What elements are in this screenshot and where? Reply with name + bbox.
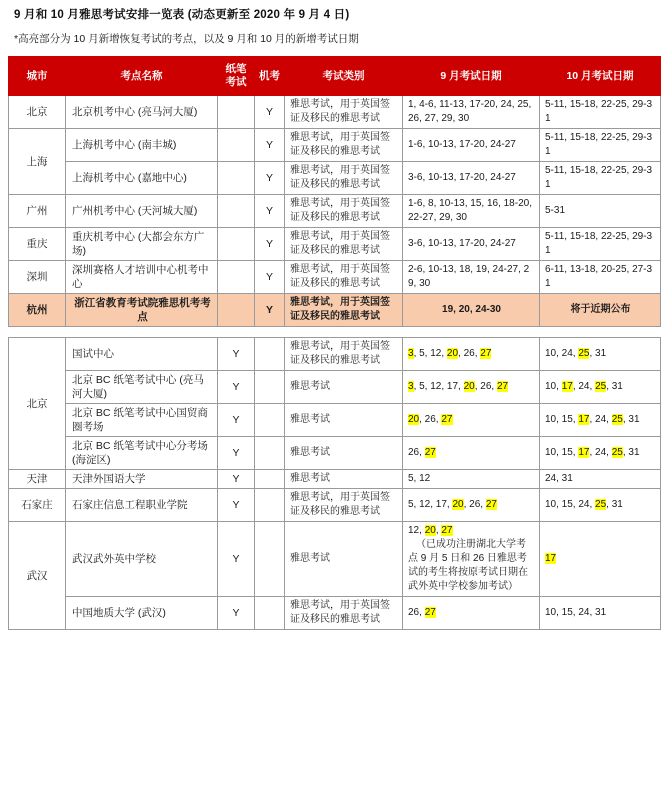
table-header-row (9, 57, 661, 96)
cell-oct-dates: 5-11, 15-18, 22-25, 29-31 (540, 228, 661, 261)
paper-table-body (9, 338, 661, 630)
date-text: , 26, (463, 499, 486, 510)
cell-oct-dates: 6-11, 13-18, 20-25, 27-31 (540, 261, 661, 294)
date-text: 10, 24, (545, 348, 579, 359)
cell-city: 北京 (9, 338, 66, 470)
col-header-venue: 考点名称 (66, 57, 218, 96)
date-text: , 26, (474, 381, 497, 392)
cell-paper-flag (218, 228, 255, 261)
col-header-computer: 机考 (255, 57, 285, 96)
highlighted-date: 25 (595, 381, 607, 392)
date-text: , 31 (606, 381, 623, 392)
date-text: , 5, 12, (413, 348, 447, 359)
date-text: 10, 15, 24, (545, 499, 596, 510)
date-text: 5, 12, 17, (408, 499, 453, 510)
cell-oct-dates (540, 404, 661, 437)
cell-sep-dates (403, 489, 540, 522)
highlighted-date: 27 (496, 381, 509, 392)
cell-oct-dates (540, 489, 661, 522)
cell-oct-dates: 5-31 (540, 195, 661, 228)
highlighted-date: 25 (611, 447, 623, 458)
cell-exam-type: 雅思考试 (285, 470, 403, 489)
highlighted-date: 3 (408, 381, 414, 392)
cell-city: 杭州 (9, 294, 66, 327)
cell-computer-flag (255, 338, 285, 371)
cell-exam-type: 雅思考试，用于英国签证及移民的雅思考试 (285, 489, 403, 522)
cell-exam-type: 雅思考试，用于英国签证及移民的雅思考试 (285, 261, 403, 294)
cell-exam-type: 雅思考试，用于英国签证及移民的雅思考试 (285, 162, 403, 195)
cell-city: 北京 (9, 96, 66, 129)
highlighted-date: 25 (595, 499, 607, 510)
cell-venue: 广州机考中心 (天河城大厦) (66, 195, 218, 228)
cell-sep-dates: 19, 20, 24-30 (403, 294, 540, 327)
cell-sep-dates (403, 338, 540, 371)
cell-paper-flag: Y (218, 597, 255, 630)
highlighted-date: 25 (578, 348, 590, 359)
computer-table-body (9, 96, 661, 327)
cell-venue: 北京 BC 纸笔考试中心 (亮马河大厦) (66, 371, 218, 404)
date-text: 26, (408, 607, 425, 618)
col-header-paper: 纸笔考试 (218, 57, 255, 96)
cell-sep-dates (403, 371, 540, 404)
cell-sep-dates (403, 437, 540, 470)
table-row (9, 195, 661, 228)
cell-paper-flag: Y (218, 470, 255, 489)
highlighted-date: 27 (441, 414, 453, 425)
date-text: , 31 (622, 414, 640, 425)
cell-venue: 重庆机考中心 (大都会东方广场) (66, 228, 218, 261)
cell-computer-flag (255, 470, 285, 489)
cell-oct-dates (540, 338, 661, 371)
cell-computer-flag: Y (255, 195, 285, 228)
cell-paper-flag (218, 195, 255, 228)
cell-sep-dates: 1-6, 10-13, 17-20, 24-27 (403, 129, 540, 162)
cell-exam-type: 雅思考试 (285, 522, 403, 597)
cell-paper-flag: Y (218, 404, 255, 437)
table-row (9, 489, 661, 522)
highlighted-date: 3 (408, 348, 414, 359)
cell-oct-dates (540, 437, 661, 470)
highlighted-date: 20 (446, 348, 459, 359)
highlighted-date: 27 (485, 499, 497, 510)
highlighted-date: 17 (561, 381, 573, 392)
cell-computer-flag: Y (255, 294, 285, 327)
highlighted-date: 27 (424, 447, 436, 458)
cell-city: 天津 (9, 470, 66, 489)
cell-oct-dates: 5-11, 15-18, 22-25, 29-31 (540, 129, 661, 162)
page-title: 9 月和 10 月雅思考试安排一览表 (动态更新至 2020 年 9 月 4 日) (14, 9, 350, 21)
cell-computer-flag: Y (255, 228, 285, 261)
cell-oct-dates (540, 522, 661, 597)
cell-paper-flag (218, 129, 255, 162)
cell-sep-dates: 2-6, 10-13, 18, 19, 24-27, 29, 30 (403, 261, 540, 294)
highlighted-date: 17 (545, 553, 557, 564)
date-text: , 5, 12, 17, (413, 381, 464, 392)
highlighted-date: 20 (452, 499, 464, 510)
cell-venue: 北京 BC 纸笔考试中心国贸商圈考场 (66, 404, 218, 437)
cell-exam-type: 雅思考试 (285, 371, 403, 404)
cell-computer-flag (255, 489, 285, 522)
table-row (9, 404, 661, 437)
table-row (9, 470, 661, 489)
table-row (9, 294, 661, 327)
date-text: 26, (408, 447, 425, 458)
cell-sep-dates (403, 597, 540, 630)
cell-city: 深圳 (9, 261, 66, 294)
cell-venue: 国试中心 (66, 338, 218, 371)
highlighted-date: 27 (480, 348, 492, 359)
date-text: , 31 (622, 447, 640, 458)
date-text: , 26, (419, 414, 442, 425)
computer-based-test-table (8, 56, 661, 327)
date-text: , 31 (606, 499, 623, 510)
cell-paper-flag: Y (218, 338, 255, 371)
date-text: , (435, 525, 442, 536)
highlighted-date: 20 (463, 381, 475, 392)
col-header-type: 考试类别 (285, 57, 403, 96)
table-row (9, 228, 661, 261)
date-text: 5, 12 (408, 473, 431, 484)
cell-sep-dates: 1, 4-6, 11-13, 17-20, 24, 25, 26, 27, 29, 30 (403, 96, 540, 129)
cell-computer-flag: Y (255, 129, 285, 162)
date-text: , 26, (458, 348, 481, 359)
table-row (9, 162, 661, 195)
cell-exam-type: 雅思考试，用于英国签证及移民的雅思考试 (285, 195, 403, 228)
col-header-city: 城市 (9, 57, 66, 96)
cell-oct-dates (540, 470, 661, 489)
cell-paper-flag (218, 96, 255, 129)
cell-city: 广州 (9, 195, 66, 228)
table-row (9, 371, 661, 404)
cell-paper-flag: Y (218, 489, 255, 522)
cell-computer-flag: Y (255, 162, 285, 195)
date-text: , 24, (572, 381, 596, 392)
cell-sep-dates: 1-6, 8, 10-13, 15, 16, 18-20, 22-27, 29, 30 (403, 195, 540, 228)
cell-computer-flag (255, 597, 285, 630)
cell-exam-type: 雅思考试，用于英国签证及移民的雅思考试 (285, 338, 403, 371)
highlighted-date: 17 (578, 447, 590, 458)
cell-exam-type: 雅思考试，用于英国签证及移民的雅思考试 (285, 597, 403, 630)
table-row (9, 597, 661, 630)
cell-sep-dates: 3-6, 10-13, 17-20, 24-27 (403, 162, 540, 195)
cell-venue: 深圳赛格人才培训中心机考中心 (66, 261, 218, 294)
table-row (9, 261, 661, 294)
table-row (9, 522, 661, 597)
cell-sep-dates: 3-6, 10-13, 17-20, 24-27 (403, 228, 540, 261)
cell-venue: 石家庄信息工程职业学院 (66, 489, 218, 522)
date-text: 10, 15, (545, 447, 579, 458)
cell-paper-flag (218, 294, 255, 327)
date-text: 24, 31 (545, 473, 573, 484)
cell-venue: 武汉武外英中学校 (66, 522, 218, 597)
cell-oct-dates: 5-11, 15-18, 22-25, 29-31 (540, 96, 661, 129)
cell-sep-dates (403, 522, 540, 597)
cell-sep-dates (403, 404, 540, 437)
table-row (9, 437, 661, 470)
cell-exam-type: 雅思考试，用于英国签证及移民的雅思考试 (285, 228, 403, 261)
page-note: *高亮部分为 10 月新增恢复考试的考点，以及 9 月和 10 月的新增考试日期 (14, 33, 359, 45)
cell-exam-type: 雅思考试，用于英国签证及移民的雅思考试 (285, 96, 403, 129)
table-row (9, 129, 661, 162)
date-text: 10, (545, 381, 562, 392)
cell-paper-flag (218, 162, 255, 195)
cell-venue: 上海机考中心 (嘉地中心) (66, 162, 218, 195)
cell-oct-dates (540, 597, 661, 630)
cell-computer-flag: Y (255, 96, 285, 129)
table-row (9, 338, 661, 371)
highlighted-date: 17 (578, 414, 590, 425)
table-row (9, 96, 661, 129)
date-text: 12, (408, 525, 425, 536)
cell-exam-type: 雅思考试 (285, 437, 403, 470)
date-text: , 24, (589, 447, 612, 458)
cell-venue: 浙江省教育考试院雅思机考考点 (66, 294, 218, 327)
cell-exam-type: 雅思考试，用于英国签证及移民的雅思考试 (285, 294, 403, 327)
date-text: 10, 15, 24, 31 (545, 607, 607, 618)
cell-venue: 北京机考中心 (亮马河大厦) (66, 96, 218, 129)
cell-oct-dates (540, 371, 661, 404)
cell-oct-dates: 5-11, 15-18, 22-25, 29-31 (540, 162, 661, 195)
cell-computer-flag (255, 437, 285, 470)
cell-city: 上海 (9, 129, 66, 195)
cell-venue: 北京 BC 纸笔考试中心分考场 (海淀区) (66, 437, 218, 470)
cell-venue: 上海机考中心 (南丰城) (66, 129, 218, 162)
date-note: （已成功注册湖北大学考点 9 月 5 日和 26 日雅思考试的考生将按原考试日期在武外英中学校参加考试） (408, 539, 528, 592)
cell-paper-flag: Y (218, 437, 255, 470)
date-text: , 31 (589, 348, 607, 359)
highlighted-date: 27 (424, 607, 436, 618)
date-text: 10, 15, (545, 414, 579, 425)
date-text: , 24, (589, 414, 612, 425)
cell-paper-flag: Y (218, 371, 255, 404)
cell-city: 重庆 (9, 228, 66, 261)
col-header-sep-dates: 9 月考试日期 (403, 57, 540, 96)
cell-city: 武汉 (9, 522, 66, 630)
cell-paper-flag: Y (218, 522, 255, 597)
cell-computer-flag (255, 371, 285, 404)
highlighted-date: 20 (408, 414, 420, 425)
highlighted-date: 25 (611, 414, 623, 425)
cell-computer-flag (255, 522, 285, 597)
cell-computer-flag: Y (255, 261, 285, 294)
cell-exam-type: 雅思考试 (285, 404, 403, 437)
cell-exam-type: 雅思考试，用于英国签证及移民的雅思考试 (285, 129, 403, 162)
cell-paper-flag (218, 261, 255, 294)
col-header-oct-dates: 10 月考试日期 (540, 57, 661, 96)
cell-computer-flag (255, 404, 285, 437)
cell-venue: 天津外国语大学 (66, 470, 218, 489)
highlighted-date: 20 (424, 525, 436, 536)
cell-sep-dates (403, 470, 540, 489)
cell-oct-dates: 将于近期公布 (540, 294, 661, 327)
cell-city: 石家庄 (9, 489, 66, 522)
highlighted-date: 27 (441, 525, 453, 536)
cell-venue: 中国地质大学 (武汉) (66, 597, 218, 630)
paper-based-test-table (8, 337, 661, 630)
